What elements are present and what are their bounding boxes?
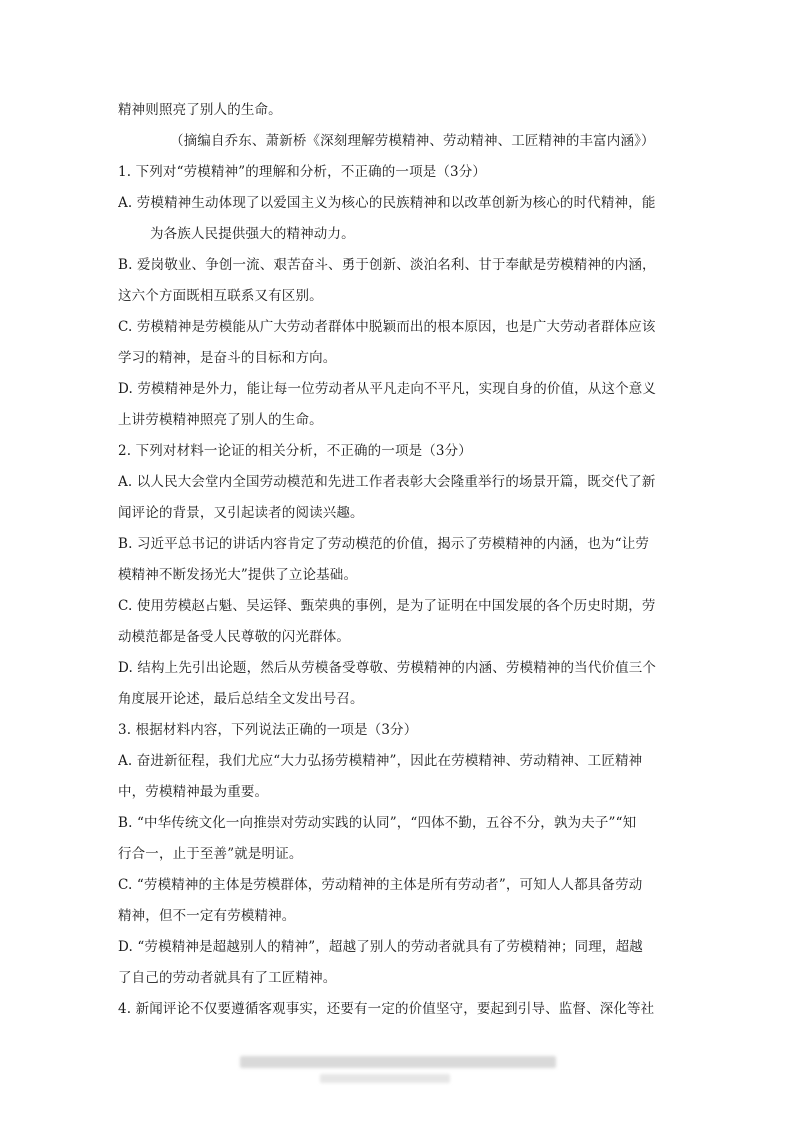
text-line: B. 习近平总书记的讲话内容肯定了劳动模范的价值，揭示了劳模精神的内涵，也为“让劳 xyxy=(118,536,650,552)
text-line: 1. 下列对“劳模精神”的理解和分析，不正确的一项是（3分） xyxy=(118,164,487,180)
text-line: D. “劳模精神是超越别人的精神”，超越了别人的劳动者就具有了劳模精神；同理，超越 xyxy=(118,939,643,955)
text-line: A. 奋进新征程，我们尤应“大力弘扬劳模精神”，因此在劳模精神、劳动精神、工匠精神 xyxy=(118,753,643,769)
text-line: C. “劳模精神的主体是劳模群体，劳动精神的主体是所有劳动者”，可知人人都具备劳动 xyxy=(118,877,643,893)
text-line: B. “中华传统文化一向推崇对劳动实践的认同”，“四体不勤，五谷不分，孰为夫子”“知 xyxy=(118,815,637,831)
text-line: 了自己的劳动者就具有了工匠精神。 xyxy=(118,970,337,986)
text-line: 闻评论的背景，又引起读者的阅读兴趣。 xyxy=(118,505,364,521)
text-line: 精神，但不一定有劳模精神。 xyxy=(118,908,296,924)
text-line: 行合一，止于至善”就是明证。 xyxy=(118,846,303,862)
footer-blur-bar xyxy=(320,1074,450,1083)
source-citation: （摘编自乔东、萧新桥《深刻理解劳模精神、劳动精神、工匠精神的丰富内涵》） xyxy=(170,133,655,149)
text-line: 2. 下列对材料一论证的相关分析，不正确的一项是（3分） xyxy=(118,443,472,459)
text-line: D. 劳模精神是外力，能让每一位劳动者从平凡走向不平凡，实现自身的价值，从这个意义 xyxy=(118,381,657,397)
text-line: 4. 新闻评论不仅要遵循客观事实，还要有一定的价值坚守，要起到引导、监督、深化等社 xyxy=(118,1001,655,1017)
text-line: 为各族人民提供强大的精神动力。 xyxy=(150,226,355,242)
document-body xyxy=(118,100,678,1030)
text-line: 模精神不断发扬光大”提供了立论基础。 xyxy=(118,567,358,583)
text-line: 动模范都是备受人民尊敬的闪光群体。 xyxy=(118,629,351,645)
text-line: A. 劳模精神生动体现了以爱国主义为核心的民族精神和以改革创新为核心的时代精神，能 xyxy=(118,195,656,211)
text-line: 学习的精神，是奋斗的目标和方向。 xyxy=(118,350,337,366)
text-line: 3. 根据材料内容，下列说法正确的一项是（3分） xyxy=(118,722,418,738)
blurred-footer-watermark xyxy=(240,1052,556,1092)
text-line: 精神则照亮了别人的生命。 xyxy=(118,102,282,118)
text-line: 上讲劳模精神照亮了别人的生命。 xyxy=(118,412,323,428)
text-line: C. 使用劳模赵占魁、吴运铎、甄荣典的事例，是为了证明在中国发展的各个历史时期，劳 xyxy=(118,598,656,614)
text-line: B. 爱岗敬业、争创一流、艰苦奋斗、勇于创新、淡泊名利、甘于奉献是劳模精神的内涵， xyxy=(118,257,656,273)
text-line: 角度展开论述，最后总结全文发出号召。 xyxy=(118,691,364,707)
text-line: D. 结构上先引出论题，然后从劳模备受尊敬、劳模精神的内涵、劳模精神的当代价值三个 xyxy=(118,660,657,676)
text-line: 中，劳模精神最为重要。 xyxy=(118,784,269,800)
text-line: A. 以人民大会堂内全国劳动模范和先进工作者表彰大会隆重举行的场景开篇，既交代了新 xyxy=(118,474,656,490)
text-line: 这六个方面既相互联系又有区别。 xyxy=(118,288,323,304)
footer-blur-bar xyxy=(240,1056,556,1068)
text-line: C. 劳模精神是劳模能从广大劳动者群体中脱颖而出的根本原因，也是广大劳动者群体应该 xyxy=(118,319,656,335)
